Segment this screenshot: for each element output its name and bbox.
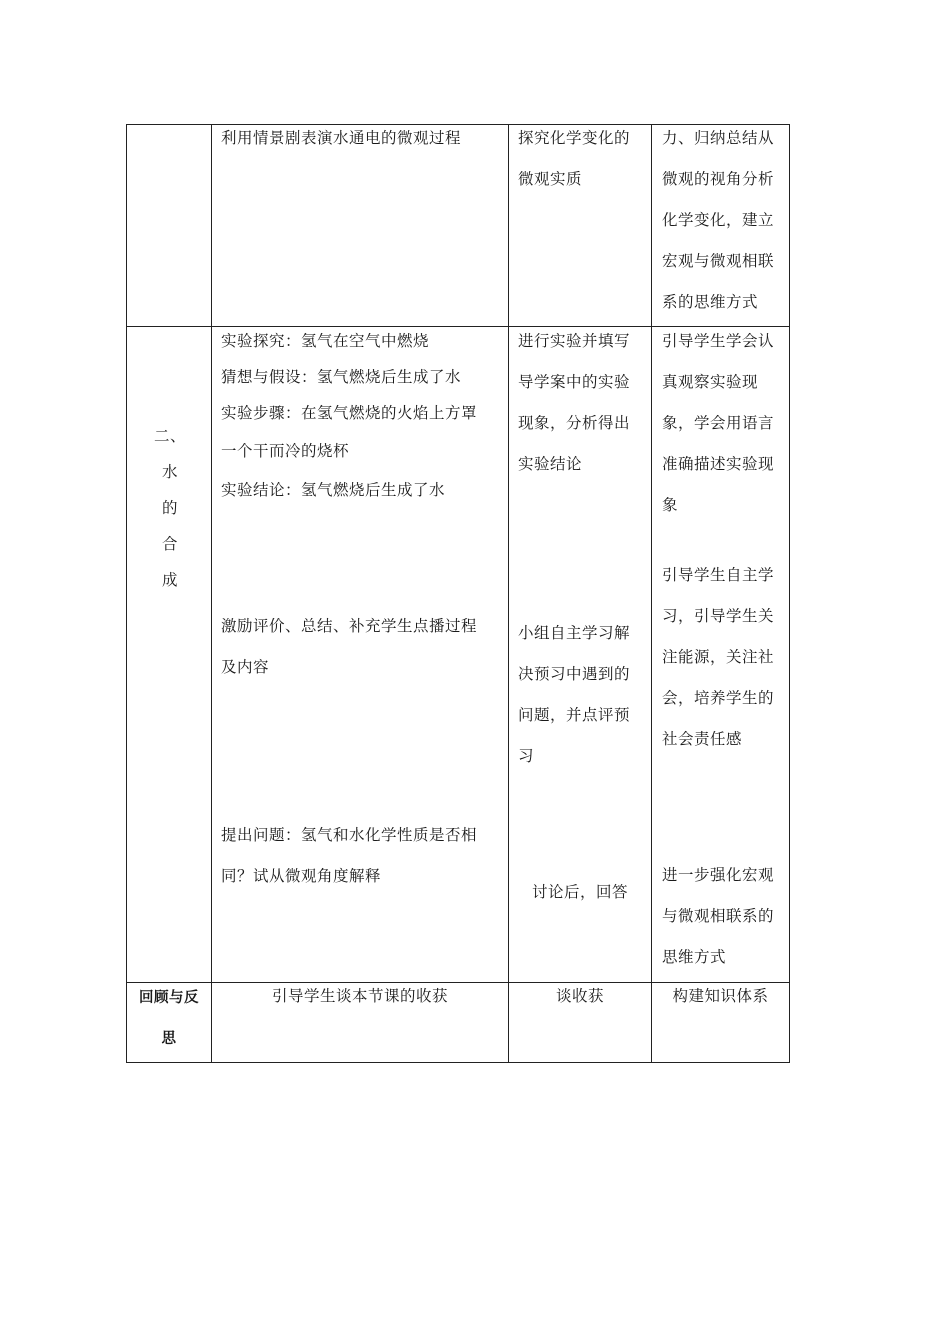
- col-divider-3: [651, 124, 652, 1063]
- table-border-left: [126, 124, 127, 1063]
- review-stage-label: 回顾与反 思: [139, 990, 199, 1047]
- synthesis-evaluation-teacher: 激励评价、总结、补充学生点播过程 及内容: [221, 617, 478, 676]
- micro-student-activity: 探究化学变化的 微观实质: [518, 129, 631, 188]
- synthesis-question-teacher: 提出问题：氢气和水化学性质是否相 同？试从微观角度解释: [221, 826, 478, 885]
- review-teacher-activity: 引导学生谈本节课的收获: [271, 987, 448, 1005]
- micro-teacher-activity: 利用情景剧表演水通电的微观过程: [221, 129, 462, 147]
- synthesis-experiment-student: 进行实验并填写 导学案中的实验 现象，分析得出 实验结论: [518, 332, 631, 473]
- synthesis-question-student: 讨论后，回答: [531, 883, 628, 901]
- review-student-activity: 谈收获: [555, 987, 604, 1005]
- synthesis-evaluation-intent: 引导学生自主学 习，引导学生关 注能源，关注社 会，培养学生的 社会责任感: [662, 566, 775, 748]
- synthesis-question-intent: 进一步强化宏观 与微观相联系的 思维方式: [662, 866, 775, 966]
- table-border-bottom: [126, 1062, 790, 1063]
- synthesis-evaluation-student: 小组自主学习解 决预习中遇到的 问题，并点评预 习: [518, 624, 631, 765]
- micro-design-intent: 力、归纳总结从 微观的视角分析 化学变化，建立 宏观与微观相联 系的思维方式: [662, 129, 775, 311]
- table-border-right: [789, 124, 790, 1063]
- col-divider-2: [508, 124, 509, 1063]
- synthesis-stage-label: 二、 水 的 合 成: [153, 427, 186, 589]
- col-divider-1: [211, 124, 212, 1063]
- review-design-intent: 构建知识体系: [672, 987, 769, 1005]
- synthesis-experiment-intent: 引导学生学会认 真观察实验现 象，学会用语言 准确描述实验现 象: [662, 332, 775, 514]
- synthesis-experiment-teacher: 实验探究：氢气在空气中燃烧 猜想与假设：氢气燃烧后生成了水 实验步骤：在氢气燃烧的火焰上方罩 一个干而冷的烧杯 实验结论：氢气燃烧后生成了水: [221, 332, 478, 499]
